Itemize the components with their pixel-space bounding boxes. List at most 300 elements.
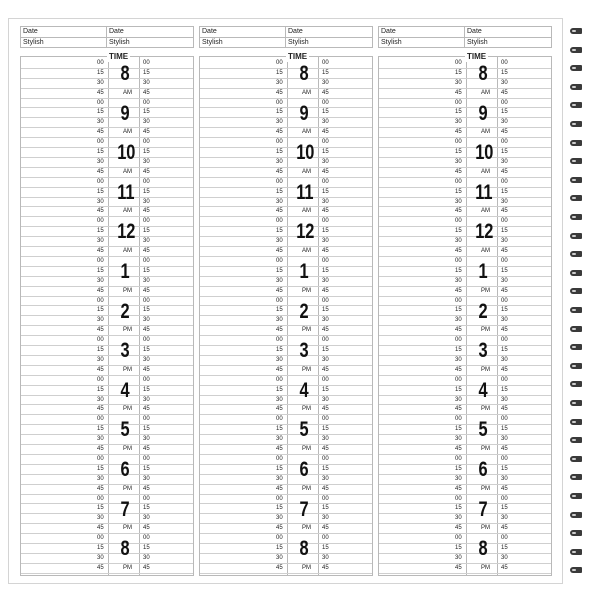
appointment-slot[interactable]	[21, 118, 193, 128]
minute-label: 15	[276, 426, 283, 433]
appointment-slot[interactable]	[200, 287, 372, 297]
minute-label: 00	[276, 376, 283, 383]
appointment-slot[interactable]	[21, 89, 193, 99]
appointment-slot[interactable]	[200, 445, 372, 455]
minute-label: 45	[501, 485, 508, 492]
appointment-slot[interactable]	[200, 504, 372, 514]
hour-block	[200, 178, 372, 218]
appointment-slot[interactable]	[379, 366, 551, 376]
appointment-slot[interactable]	[200, 524, 372, 534]
date-field[interactable]: Date	[286, 27, 372, 38]
minute-label: 45	[455, 327, 462, 334]
minute-label: 15	[455, 426, 462, 433]
hour-block	[200, 297, 372, 337]
appointment-slot[interactable]	[379, 89, 551, 99]
appointment-slot[interactable]	[379, 396, 551, 406]
minute-label: 00	[276, 99, 283, 106]
minute-label: 15	[143, 188, 150, 195]
appointment-slot[interactable]	[200, 217, 372, 227]
appointment-slot[interactable]	[200, 564, 372, 574]
minute-label: 45	[455, 525, 462, 532]
appointment-slot[interactable]	[200, 554, 372, 564]
appointment-slot[interactable]	[379, 554, 551, 564]
appointment-slot[interactable]	[21, 485, 193, 495]
spiral-binding-ring	[570, 233, 582, 240]
appointment-slot[interactable]	[200, 99, 372, 109]
appointment-slot[interactable]	[21, 158, 193, 168]
hour-block	[200, 99, 372, 139]
minute-label: 15	[322, 386, 329, 393]
appointment-slot[interactable]	[379, 217, 551, 227]
appointment-slot[interactable]	[21, 297, 193, 307]
minute-label: 45	[455, 406, 462, 413]
minute-label: 15	[276, 465, 283, 472]
appointment-slot[interactable]	[379, 59, 551, 69]
minute-label: 30	[143, 79, 150, 86]
minute-label: 45	[276, 485, 283, 492]
minute-label: 00	[455, 99, 462, 106]
am-pm-label: PM	[302, 327, 311, 334]
stylist-field[interactable]: Stylish	[467, 39, 488, 46]
appointment-slot[interactable]	[379, 69, 551, 79]
appointment-slot[interactable]	[200, 59, 372, 69]
appointment-slot[interactable]	[200, 148, 372, 158]
minute-label: 00	[97, 258, 104, 264]
appointment-slot[interactable]	[21, 207, 193, 217]
appointment-slot[interactable]	[379, 207, 551, 217]
appointment-slot[interactable]	[379, 287, 551, 297]
appointment-slot[interactable]	[21, 306, 193, 316]
minute-label: 45	[501, 406, 508, 413]
minute-label: 45	[455, 89, 462, 96]
appointment-slot[interactable]	[21, 425, 193, 435]
appointment-slot[interactable]	[379, 227, 551, 237]
minute-label: 00	[501, 60, 508, 66]
appointment-slot[interactable]	[21, 69, 193, 79]
minute-label: 45	[501, 248, 508, 255]
appointment-slot[interactable]	[200, 386, 372, 396]
appointment-slot[interactable]	[379, 128, 551, 138]
appointment-slot[interactable]	[21, 217, 193, 227]
minute-label: 00	[276, 416, 283, 423]
minute-label: 45	[143, 485, 150, 492]
appointment-slot[interactable]	[21, 326, 193, 336]
spiral-binding-ring	[570, 381, 582, 388]
spiral-binding-ring	[570, 456, 582, 463]
minute-label: 15	[97, 347, 104, 354]
appointment-slot[interactable]	[200, 366, 372, 376]
am-pm-label: AM	[481, 129, 490, 136]
appointment-slot[interactable]	[200, 495, 372, 505]
minute-label: 15	[455, 109, 462, 116]
appointment-slot[interactable]	[21, 99, 193, 109]
minute-label: 00	[97, 60, 104, 66]
appointment-slot[interactable]	[200, 158, 372, 168]
appointment-slot[interactable]	[21, 564, 193, 574]
minute-label: 30	[322, 515, 329, 522]
minute-label: 30	[97, 79, 104, 86]
minute-label: 30	[276, 475, 283, 482]
appointment-slot[interactable]	[21, 465, 193, 475]
appointment-slot[interactable]	[379, 425, 551, 435]
appointment-slot[interactable]	[379, 108, 551, 118]
appointment-slot[interactable]	[379, 485, 551, 495]
appointment-slot[interactable]	[21, 495, 193, 505]
stylist-field[interactable]: Stylish	[21, 38, 107, 48]
appointment-slot[interactable]	[200, 227, 372, 237]
minute-label: 45	[322, 208, 329, 215]
minute-label: 45	[276, 327, 283, 334]
minute-label: 30	[455, 119, 462, 126]
minute-label: 30	[276, 79, 283, 86]
minute-label: 30	[455, 356, 462, 363]
minute-label: 00	[501, 99, 508, 106]
appointment-slot[interactable]	[200, 267, 372, 277]
appointment-slot[interactable]	[200, 326, 372, 336]
appointment-slot[interactable]	[200, 207, 372, 217]
minute-label: 30	[501, 317, 508, 324]
appointment-slot[interactable]	[200, 485, 372, 495]
minute-label: 45	[97, 485, 104, 492]
appointment-slot[interactable]	[379, 168, 551, 178]
appointment-slot[interactable]	[21, 445, 193, 455]
minute-label: 30	[322, 475, 329, 482]
appointment-slot[interactable]	[21, 524, 193, 534]
minute-label: 45	[276, 89, 283, 96]
appointment-slot[interactable]	[379, 138, 551, 148]
am-pm-label: PM	[481, 327, 490, 334]
minute-label: 45	[322, 485, 329, 492]
minute-label: 15	[276, 307, 283, 314]
appointment-slot[interactable]	[200, 435, 372, 445]
appointment-slot[interactable]	[379, 257, 551, 267]
appointment-slot[interactable]	[379, 79, 551, 89]
appointment-slot[interactable]	[379, 504, 551, 514]
appointment-slot[interactable]	[379, 465, 551, 475]
minute-label: 00	[455, 456, 462, 462]
appointment-slot[interactable]	[21, 346, 193, 356]
am-pm-label: PM	[481, 485, 490, 492]
appointment-slot[interactable]	[379, 237, 551, 247]
minute-label: 00	[143, 60, 150, 66]
minute-label: 30	[276, 277, 283, 284]
appointment-slot[interactable]	[200, 257, 372, 267]
appointment-slot[interactable]	[379, 445, 551, 455]
appointment-slot[interactable]	[200, 198, 372, 208]
appointment-slot[interactable]	[21, 79, 193, 89]
am-pm-label: PM	[123, 406, 132, 413]
minute-label: 00	[97, 376, 104, 383]
appointment-slot[interactable]	[200, 316, 372, 326]
appointment-slot[interactable]	[21, 237, 193, 247]
minute-label: 45	[276, 446, 283, 453]
appointment-slot[interactable]	[200, 544, 372, 554]
appointment-slot[interactable]	[379, 564, 551, 574]
appointment-slot[interactable]	[21, 257, 193, 267]
appointment-slot[interactable]	[21, 336, 193, 346]
appointment-slot[interactable]	[21, 316, 193, 326]
minute-label: 45	[276, 208, 283, 215]
appointment-slot[interactable]	[200, 465, 372, 475]
appointment-slot[interactable]	[21, 554, 193, 564]
appointment-slot[interactable]	[21, 148, 193, 158]
minute-label: 45	[501, 89, 508, 96]
am-pm-label: AM	[302, 129, 311, 136]
minute-label: 45	[322, 327, 329, 334]
minute-label: 45	[97, 406, 104, 413]
appointment-slot[interactable]	[379, 544, 551, 554]
appointment-slot[interactable]	[200, 346, 372, 356]
appointment-slot[interactable]	[21, 514, 193, 524]
appointment-slot[interactable]	[21, 405, 193, 415]
appointment-slot[interactable]	[200, 138, 372, 148]
appointment-slot[interactable]	[21, 366, 193, 376]
appointment-slot[interactable]	[200, 425, 372, 435]
appointment-slot[interactable]	[379, 356, 551, 366]
minute-label: 15	[501, 69, 508, 76]
appointment-slot[interactable]	[200, 69, 372, 79]
appointment-slot[interactable]	[379, 415, 551, 425]
appointment-slot[interactable]	[21, 247, 193, 257]
hour-number: 4	[299, 378, 309, 402]
appointment-slot[interactable]	[21, 59, 193, 69]
hour-block	[379, 99, 551, 139]
hour-number: 10	[117, 141, 136, 165]
minute-label: 00	[276, 297, 283, 304]
hour-block	[21, 455, 193, 495]
appointment-slot[interactable]	[200, 376, 372, 386]
minute-label: 30	[143, 356, 150, 363]
minute-label: 15	[97, 188, 104, 195]
minute-label: 00	[276, 495, 283, 502]
appointment-slot[interactable]	[379, 336, 551, 346]
minute-label: 00	[322, 178, 329, 185]
appointment-slot[interactable]	[379, 524, 551, 534]
appointment-slot[interactable]	[379, 405, 551, 415]
minute-label: 15	[143, 228, 150, 235]
appointment-slot[interactable]	[200, 168, 372, 178]
appointment-slot[interactable]	[379, 267, 551, 277]
appointment-slot[interactable]	[21, 386, 193, 396]
appointment-slot[interactable]	[21, 227, 193, 237]
appointment-slot[interactable]	[200, 247, 372, 257]
spiral-binding-ring	[570, 400, 582, 407]
date-field[interactable]: Date	[465, 27, 551, 38]
appointment-slot[interactable]	[200, 475, 372, 485]
appointment-slot[interactable]	[379, 475, 551, 485]
spiral-binding-ring	[570, 121, 582, 128]
minute-label: 30	[322, 317, 329, 324]
appointment-slot[interactable]	[21, 267, 193, 277]
minute-label: 15	[322, 307, 329, 314]
minute-label: 30	[501, 515, 508, 522]
minute-label: 30	[276, 317, 283, 324]
appointment-slot[interactable]	[200, 237, 372, 247]
appointment-slot[interactable]	[21, 504, 193, 514]
minute-label: 15	[97, 267, 104, 274]
minute-label: 00	[143, 218, 150, 225]
appointment-slot[interactable]	[200, 356, 372, 366]
minute-label: 45	[97, 129, 104, 136]
appointment-slot[interactable]	[379, 435, 551, 445]
minute-label: 00	[276, 178, 283, 185]
minute-label: 00	[501, 139, 508, 146]
minute-label: 30	[455, 475, 462, 482]
minute-label: 15	[501, 109, 508, 116]
minute-label: 45	[322, 525, 329, 532]
appointment-slot[interactable]	[200, 534, 372, 544]
appointment-slot[interactable]	[200, 108, 372, 118]
spiral-binding-ring	[570, 214, 582, 221]
stylist-field[interactable]: Stylish	[379, 38, 465, 48]
minute-label: 15	[322, 426, 329, 433]
appointment-slot[interactable]	[21, 188, 193, 198]
appointment-slot[interactable]	[379, 178, 551, 188]
appointment-slot[interactable]	[379, 326, 551, 336]
minute-label: 15	[97, 465, 104, 472]
appointment-slot[interactable]	[21, 168, 193, 178]
appointment-slot[interactable]	[200, 188, 372, 198]
appointment-slot[interactable]	[379, 514, 551, 524]
hour-block	[200, 534, 372, 574]
appointment-slot[interactable]	[379, 376, 551, 386]
date-field[interactable]: Date	[200, 27, 286, 38]
minute-label: 45	[143, 208, 150, 215]
appointment-slot[interactable]	[379, 118, 551, 128]
appointment-slot[interactable]	[200, 336, 372, 346]
am-pm-label: PM	[481, 525, 490, 532]
appointment-slot[interactable]	[379, 297, 551, 307]
appointment-slot[interactable]	[379, 188, 551, 198]
minute-label: 45	[143, 564, 150, 571]
appointment-slot[interactable]	[200, 89, 372, 99]
minute-label: 00	[276, 218, 283, 225]
appointment-slot[interactable]	[21, 435, 193, 445]
appointment-slot[interactable]	[379, 306, 551, 316]
appointment-slot[interactable]	[200, 405, 372, 415]
appointment-slot[interactable]	[200, 118, 372, 128]
minute-label: 00	[97, 218, 104, 225]
date-field[interactable]: Date	[379, 27, 465, 38]
appointment-slot[interactable]	[21, 455, 193, 465]
appointment-slot[interactable]	[379, 247, 551, 257]
minute-label: 15	[322, 505, 329, 512]
appointment-slot[interactable]	[379, 386, 551, 396]
appointment-slot[interactable]	[379, 455, 551, 465]
appointment-slot[interactable]	[200, 396, 372, 406]
minute-label: 30	[322, 238, 329, 245]
minute-label: 30	[322, 79, 329, 86]
appointment-slot[interactable]	[200, 306, 372, 316]
minute-label: 45	[455, 208, 462, 215]
minute-label: 30	[276, 436, 283, 443]
appointment-slot[interactable]	[21, 415, 193, 425]
appointment-slot[interactable]	[200, 415, 372, 425]
appointment-slot[interactable]	[21, 128, 193, 138]
appointment-slot[interactable]	[21, 138, 193, 148]
appointment-slot[interactable]	[379, 534, 551, 544]
minute-label: 15	[501, 347, 508, 354]
minute-label: 15	[276, 69, 283, 76]
spiral-binding-ring	[570, 530, 582, 537]
appointment-slot[interactable]	[21, 356, 193, 366]
minute-label: 15	[501, 545, 508, 552]
minute-label: 15	[322, 228, 329, 235]
stylist-field[interactable]: Stylish	[288, 39, 309, 46]
date-field[interactable]: Date	[107, 27, 193, 38]
appointment-slot[interactable]	[379, 99, 551, 109]
minute-label: 15	[501, 267, 508, 274]
minute-label: 30	[501, 475, 508, 482]
minute-label: 15	[97, 545, 104, 552]
appointment-slot[interactable]	[21, 534, 193, 544]
hour-block	[200, 138, 372, 178]
minute-label: 45	[455, 366, 462, 373]
appointment-slot[interactable]	[21, 396, 193, 406]
appointment-slot[interactable]	[200, 128, 372, 138]
minute-label: 45	[143, 366, 150, 373]
appointment-slot[interactable]	[200, 297, 372, 307]
appointment-slot[interactable]	[21, 544, 193, 554]
appointment-slot[interactable]	[200, 79, 372, 89]
minute-label: 45	[276, 564, 283, 571]
minute-label: 00	[322, 495, 329, 502]
am-pm-label: AM	[481, 248, 490, 255]
hour-number: 5	[120, 418, 130, 442]
appointment-slot[interactable]	[21, 178, 193, 188]
appointment-slot[interactable]	[379, 316, 551, 326]
hour-block	[21, 415, 193, 455]
appointment-slot[interactable]	[21, 475, 193, 485]
appointment-slot[interactable]	[379, 495, 551, 505]
minute-label: 15	[143, 69, 150, 76]
date-field[interactable]: Date	[21, 27, 107, 38]
minute-label: 15	[97, 386, 104, 393]
minute-label: 00	[455, 495, 462, 502]
hour-block	[379, 297, 551, 337]
minute-label: 00	[97, 416, 104, 423]
appointment-slot[interactable]	[379, 277, 551, 287]
minute-label: 45	[322, 287, 329, 294]
appointment-slot[interactable]	[200, 277, 372, 287]
appointment-slot[interactable]	[200, 514, 372, 524]
appointment-slot[interactable]	[200, 178, 372, 188]
minute-label: 30	[97, 396, 104, 403]
appointment-slot[interactable]	[379, 158, 551, 168]
minute-label: 00	[501, 376, 508, 383]
appointment-slot[interactable]	[21, 277, 193, 287]
minute-label: 30	[501, 198, 508, 205]
appointment-slot[interactable]	[21, 108, 193, 118]
stylist-field[interactable]: Stylish	[109, 39, 130, 46]
minute-label: 30	[322, 119, 329, 126]
minute-label: 00	[143, 178, 150, 185]
appointment-slot[interactable]	[21, 376, 193, 386]
appointment-slot[interactable]	[21, 198, 193, 208]
appointment-slot[interactable]	[200, 455, 372, 465]
minute-label: 00	[501, 495, 508, 502]
appointment-slot[interactable]	[21, 287, 193, 297]
appointment-slot[interactable]	[379, 198, 551, 208]
stylist-field[interactable]: Stylish	[200, 38, 286, 48]
appointment-slot[interactable]	[379, 346, 551, 356]
minute-label: 30	[455, 238, 462, 245]
am-pm-label: AM	[481, 168, 490, 175]
appointment-slot[interactable]	[379, 148, 551, 158]
am-pm-label: PM	[302, 287, 311, 294]
minute-label: 00	[143, 456, 150, 462]
minute-label: 45	[276, 406, 283, 413]
